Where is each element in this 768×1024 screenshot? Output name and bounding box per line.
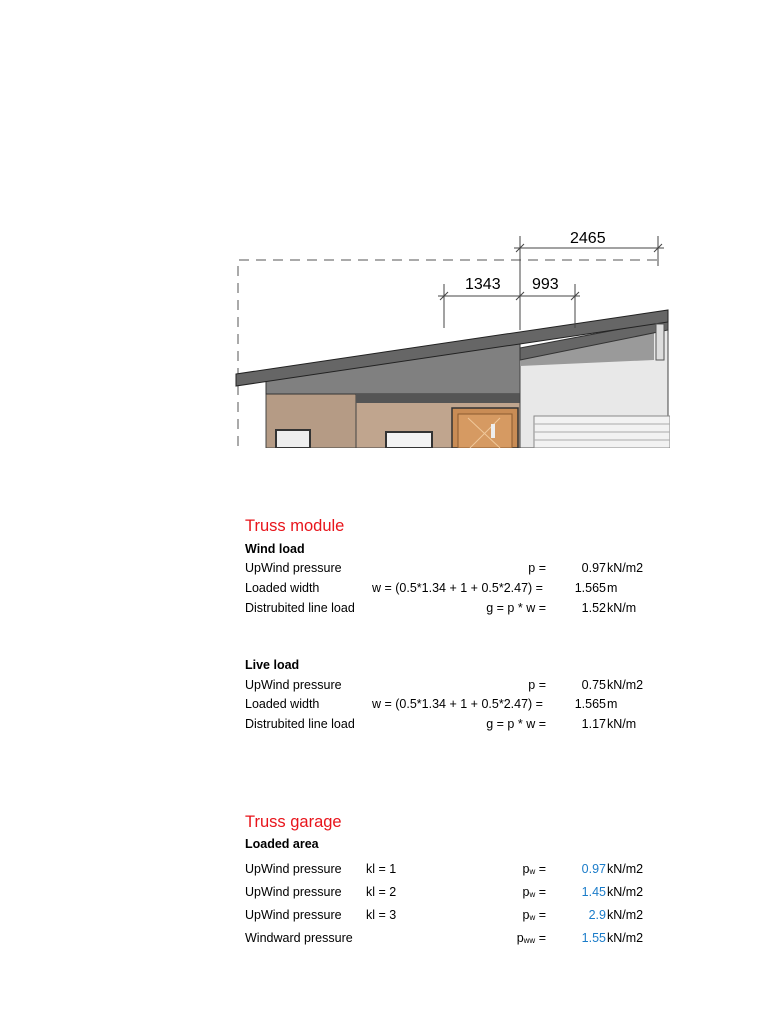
garage-row-1-unit: kN/m2 <box>607 862 644 876</box>
wind-row-3-label: Distrubited line load <box>245 601 355 615</box>
garage-row-1-symbol: $p_w$ = <box>522 862 546 876</box>
live-row-1-unit: kN/m2 <box>607 678 644 692</box>
garage-row-4-value: 1.55 <box>581 931 606 945</box>
truss-garage-title: Truss garage <box>245 813 342 831</box>
garage-row-2-label: UpWind pressure <box>245 885 342 899</box>
live-row-3-value: 1.17 <box>581 717 606 731</box>
garage-row-2-kl: kl = 2 <box>366 885 397 899</box>
live-row-1-label: UpWind pressure <box>245 678 342 692</box>
garage-row-2-value: 1.45 <box>581 885 606 899</box>
dim-left: 1343 <box>465 276 501 293</box>
live-row-2-value: 1.565 <box>574 697 606 711</box>
wind-row-2-value: 1.565 <box>574 581 606 595</box>
garage-row-4-unit: kN/m2 <box>607 931 644 945</box>
live-row-2-formula: w = (0.5*1.34 + 1 + 0.5*2.47) = <box>372 697 543 711</box>
truss-module-title: Truss module <box>245 517 345 535</box>
garage-row-3-value: 2.9 <box>588 908 606 922</box>
live-row-3-unit: kN/m <box>607 717 637 731</box>
garage-row-4-label: Windward pressure <box>245 931 353 945</box>
garage-row-1-label: UpWind pressure <box>245 862 342 876</box>
live-row-2-unit: m <box>607 697 618 711</box>
live-row-1-value: 0.75 <box>581 678 606 692</box>
wind-row-1-unit: kN/m2 <box>607 561 644 575</box>
live-load-heading: Live load <box>245 658 300 672</box>
wind-row-3-unit: kN/m <box>607 601 637 615</box>
dim-right: 993 <box>532 276 559 293</box>
wind-row-1-symbol: p = <box>528 561 546 575</box>
garage-row-1-value: 0.97 <box>581 862 606 876</box>
elevation-svg <box>230 222 670 448</box>
garage-row-3-unit: kN/m2 <box>607 908 644 922</box>
live-row-1-symbol: p = <box>528 678 546 692</box>
wind-row-1-label: UpWind pressure <box>245 561 342 575</box>
garage-row-2-unit: kN/m2 <box>607 885 644 899</box>
wind-row-1-value: 0.97 <box>581 561 606 575</box>
wind-row-2-label: Loaded width <box>245 581 320 595</box>
wind-row-2-formula: w = (0.5*1.34 + 1 + 0.5*2.47) = <box>372 581 543 595</box>
wind-row-3-symbol: g = p * w = <box>486 601 546 615</box>
live-row-2-label: Loaded width <box>245 697 320 711</box>
live-row-3-symbol: g = p * w = <box>486 717 546 731</box>
wind-row-3-value: 1.52 <box>581 601 606 615</box>
house-elevation-drawing <box>230 222 670 448</box>
garage-row-3-label: UpWind pressure <box>245 908 342 922</box>
loaded-area-heading: Loaded area <box>245 837 319 851</box>
dim-total: 2465 <box>570 230 606 247</box>
garage-row-1-kl: kl = 1 <box>366 862 397 876</box>
live-row-3-label: Distrubited line load <box>245 717 355 731</box>
garage-row-3-kl: kl = 3 <box>366 908 397 922</box>
garage-row-4-symbol: $p_{ww}$ = <box>516 931 546 945</box>
wind-load-heading: Wind load <box>245 542 305 556</box>
garage-row-3-symbol: $p_w$ = <box>522 908 546 922</box>
wind-row-2-unit: m <box>607 581 618 595</box>
garage-row-2-symbol: $p_w$ = <box>522 885 546 899</box>
